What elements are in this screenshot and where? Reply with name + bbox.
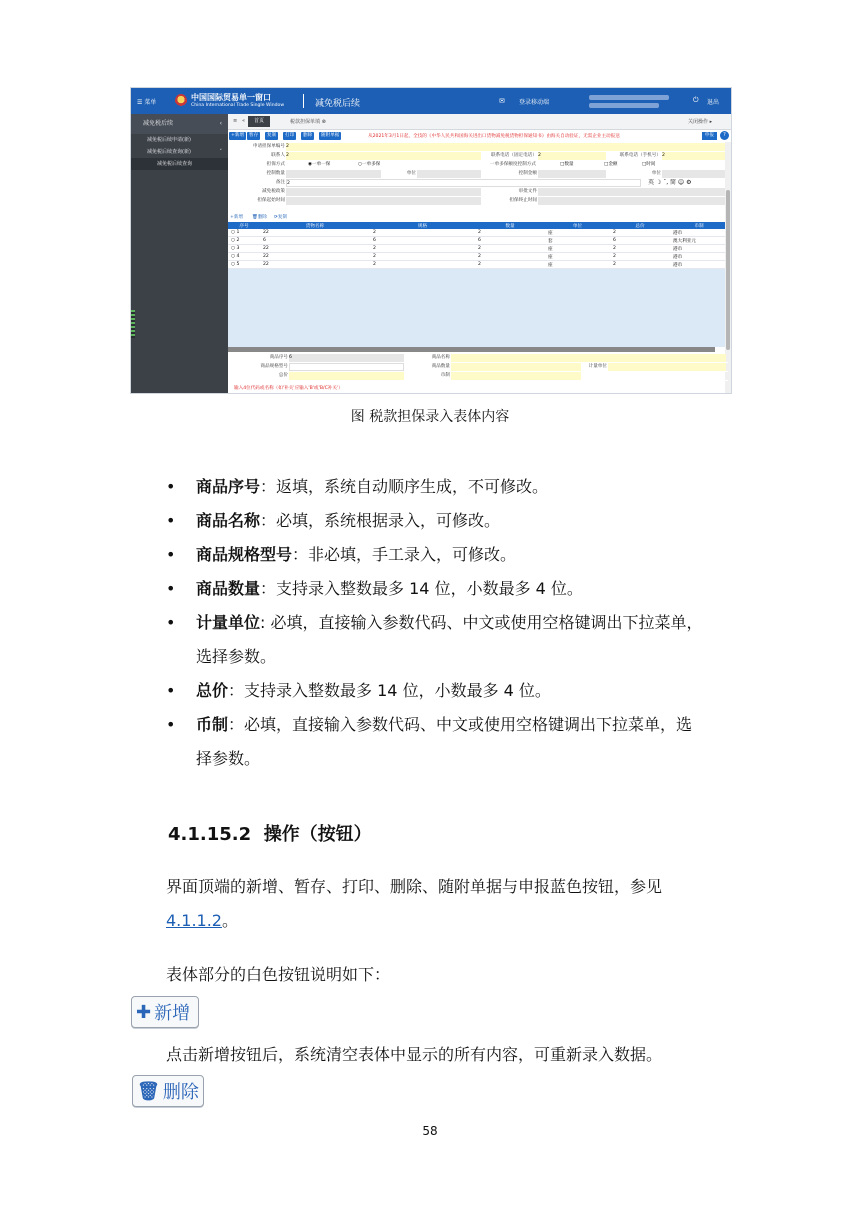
delete-button-illustration: 🗑 删除 [132,1075,204,1107]
table-cell: 2 [475,245,545,253]
header-form [228,143,728,206]
term: 商品序号 [196,477,261,496]
field-label: 总价 [278,373,288,378]
field-label: 计量单位 [588,364,607,369]
table-cell: 澳大利亚元 [670,237,728,245]
table-cell: 2 [610,261,670,269]
mail-icon[interactable]: ✉ [499,97,505,105]
field-label: 联系人 [271,153,285,158]
radio-multi[interactable]: ○一单多保 [358,162,381,167]
checkbox-quantity[interactable]: □数量 [560,162,574,167]
approval-file-input[interactable] [538,188,726,196]
toolbar [228,130,731,142]
table-cell: 港币 [670,261,728,269]
term: 商品名称 [196,511,261,530]
table-cell: ○ 4 [228,253,260,261]
list-item: • 商品名称：必填，系统根据录入，可修改。 [166,504,740,538]
table-cell: 座 [545,253,610,261]
tab-guarantee[interactable]: 税款担保单填 ⊗ [290,119,326,125]
sidebar-item-query-old[interactable]: 减免税后续查询 [131,158,228,170]
input-hint: 输入4位代码或名称（如'补关'应输入'B'或'B/C补关'） [234,386,343,391]
delete-button[interactable]: 删除 [303,133,313,138]
table-cell: 6 [610,237,670,245]
table-cell: ○ 1 [228,229,260,237]
list-item: • 币制：必填，直接输入参数代码、中文或使用空格键调出下拉菜单，选 择参数。 [166,708,740,776]
field-label: 控制数量 [266,171,285,176]
table-cell: 2 [475,261,545,269]
module-title: 减免税后续 [315,99,361,109]
table-cell: 港币 [670,253,728,261]
item-name-input[interactable] [451,354,726,362]
paragraph: 界面顶端的新增、暂存、打印、删除、随附单据与申报蓝色按钮，参见 4.1.1.2。 [166,877,663,930]
sidebar-item-query[interactable]: 减免税后续查询(新) ˅ [131,146,228,158]
item-number-input[interactable]: 6 [289,354,404,362]
scroll-thumb[interactable] [726,190,730,350]
chevron-left-icon: ‹ [219,120,222,127]
section-heading: 4.1.15.2 操作（按钮） [168,824,372,845]
bullet-icon: • [166,579,176,598]
table-cell: 座 [545,229,610,237]
table-cell: ○ 5 [228,261,260,269]
table-cell: 22 [260,229,370,237]
field-label: 担保起始时间 [257,198,285,203]
close-actions[interactable]: 关闭操作 ▸ [688,119,713,125]
table-cell: 2 [610,229,670,237]
add-button[interactable]: +新增 [231,133,245,138]
notice-text: 从2021年3月1日起，全技的《中华人民共和国海关进出口货物减免税货物担保通知书》由海关自动验证，无需企业主动报送 [368,134,620,139]
table-cell: 2 [610,245,670,253]
table-cell: ○ 3 [228,245,260,253]
bullet-icon: • [166,477,176,496]
radio-single[interactable]: ◉一单一保 [308,162,331,167]
grid-add-button[interactable]: +新增 [230,215,244,220]
list-item: • 计量单位: 必填，直接输入参数代码、中文或使用空格键调出下拉菜单， 选择参数。 [166,606,740,674]
table-cell: ○ 2 [228,237,260,245]
field-label: 担保方式 [266,162,285,167]
checkbox-time[interactable]: □时间 [642,162,656,167]
tab-home[interactable]: 首页 [248,116,270,127]
sidebar [131,114,228,393]
field-label: 控制金额 [518,171,537,176]
horizontal-scrollbar[interactable] [228,347,715,352]
bullet-icon: • [166,681,176,700]
system-screenshot [130,87,732,394]
bullet-icon: • [166,545,176,564]
checkbox-amount[interactable]: □金额 [604,162,618,167]
table-cell: 6 [475,237,545,245]
plus-icon: ✚ [136,1001,152,1023]
table-row[interactable] [228,229,728,237]
control-amount-input[interactable] [538,170,606,178]
field-label: 担保终止时间 [509,198,537,203]
table-cell: 6 [260,237,370,245]
print-button[interactable]: 打印 [285,133,295,138]
top-bar [131,88,731,114]
power-icon[interactable]: ⏻ [693,96,699,104]
grid-toolbar [228,214,728,222]
list-item: • 商品规格型号：非必填，手工录入，可修改。 [166,538,740,572]
field-label: 商品序号 [269,355,288,360]
table-cell: 2 [475,253,545,261]
application-number-input[interactable]: 2 [286,143,726,151]
phone-input[interactable]: 2 [538,152,606,160]
term: 币制 [196,715,229,734]
end-time-input[interactable] [538,197,726,205]
chevron-down-icon: ˅ [219,149,222,155]
field-label: 联系电话（手机号） [619,153,661,158]
figure-caption: 图 税款担保录入表体内容 [350,409,510,425]
table-cell: 22 [260,245,370,253]
grid-delete-button[interactable]: 🗑删除 [252,215,268,220]
field-label: 商品规格型号 [260,364,288,369]
goods-grid [228,222,728,347]
start-time-input[interactable] [286,197,481,205]
mobile-login-link[interactable]: 登录移动端 [519,99,550,106]
column-header[interactable]: 总价 [610,222,670,229]
save-draft-button[interactable]: 暂存 [249,133,259,138]
policy-input[interactable] [286,188,481,196]
table-cell: 22 [260,261,370,269]
field-label: 减免税政策 [262,189,285,194]
table-cell: 2 [370,229,475,237]
quantity-unit-input[interactable] [417,170,481,178]
table-row[interactable] [228,245,728,253]
term: 商品数量 [196,579,261,598]
item-currency-input[interactable] [451,372,581,380]
table-cell: 座 [545,261,610,269]
list-item: • 商品序号：返填，系统自动顺序生成，不可修改。 [166,470,740,504]
divider [303,94,304,108]
column-header[interactable]: 规格 [370,222,475,229]
item-detail-form [228,354,728,381]
table-row[interactable] [228,261,728,269]
table-cell: 22 [260,253,370,261]
table-cell: 港币 [670,229,728,237]
bullet-icon: • [166,511,176,530]
prev-tab-icon[interactable]: « [242,118,246,124]
copy-button[interactable]: 复制 [267,133,277,138]
table-cell: 2 [475,229,545,237]
menu-button[interactable]: ☰ 菜单 [137,99,157,106]
field-label: 备注 [275,180,285,185]
declare-button[interactable]: 申报 [702,132,717,140]
section-link[interactable]: 4.1.1.2 [166,911,222,930]
item-unit-input[interactable] [608,363,726,371]
item-total-input[interactable] [289,372,404,380]
sidebar-head[interactable]: 减免税后续 ‹ [131,114,228,134]
remarks-input[interactable]: 2 [286,179,641,187]
contact-input[interactable]: 2 [286,152,481,160]
term: 计量单位 [196,613,261,632]
tab-bar [228,114,731,130]
table-row[interactable] [228,253,728,261]
add-button-illustration: ✚ 新增 [131,996,199,1028]
amount-unit-input[interactable] [662,170,726,178]
bullet-icon: • [166,613,176,632]
sidebar-item-apply[interactable]: 减免税后续申请(新) [147,137,191,143]
mobile-input[interactable]: 2 [662,152,726,160]
table-cell: 6 [370,237,475,245]
field-label: 审批文件 [518,189,537,194]
item-quantity-input[interactable] [451,363,581,371]
table-cell: 2 [610,253,670,261]
table-row[interactable] [228,237,728,245]
field-label: 单位 [651,171,661,176]
column-header[interactable]: 单位 [545,222,610,229]
field-label: 商品名称 [431,355,450,360]
table-cell: 座 [545,245,610,253]
column-header[interactable]: 序号 [228,222,260,229]
ime-toolbar[interactable]: 英 ☽ ˚, 简 ☺ ⚙ [648,179,692,186]
field-label: 申请担保单编号 [252,144,285,149]
field-descriptions [166,470,740,776]
field-label: 单位 [406,171,416,176]
list-item: • 商品数量：支持录入整数最多 14 位，小数最多 4 位。 [166,572,740,606]
brand-subtitle: China International Trade Single Window [191,103,285,108]
column-header[interactable]: 币制 [670,222,728,229]
redacted-user-info [589,103,659,108]
collapse-icon[interactable]: ≡ [233,118,238,124]
paragraph: 表体部分的白色按钮说明如下： [166,965,391,984]
emblem-logo [175,94,187,108]
field-label: 币制 [440,373,450,378]
bullet-icon: • [166,715,176,734]
table-cell: 2 [370,245,475,253]
field-label: 一单多保额度控制方式 [490,162,536,167]
page-number: 58 [422,1124,438,1138]
brand-title: 中国国际贸易单一窗口 [191,93,271,102]
table-cell: 2 [370,261,475,269]
field-label: 联系电话（固定电话） [491,153,537,158]
table-cell: 2 [370,253,475,261]
table-cell: 套 [545,237,610,245]
redacted-user-info [589,95,669,100]
table-cell: 港币 [670,245,728,253]
grid-copy-button[interactable]: ⟳复制 [274,215,288,220]
scroll-indicator [131,310,135,338]
term: 总价 [196,681,229,700]
attachments-button[interactable]: 随附单据 [321,133,340,138]
paragraph: 点击新增按钮后，系统清空表体中显示的所有内容，可重新录入数据。 [166,1045,663,1064]
list-item: • 总价：支持录入整数最多 14 位，小数最多 4 位。 [166,674,740,708]
column-header[interactable]: 数量 [475,222,545,229]
item-spec-input[interactable] [289,363,404,371]
term: 商品规格型号 [196,545,293,564]
logout-link[interactable]: 退出 [707,99,720,106]
field-label: 商品数量 [431,364,450,369]
control-quantity-input[interactable] [286,170,381,178]
column-header[interactable]: 货物名称 [260,222,370,229]
help-icon[interactable]: ? [720,131,729,140]
trash-icon: 🗑 [137,1080,160,1102]
